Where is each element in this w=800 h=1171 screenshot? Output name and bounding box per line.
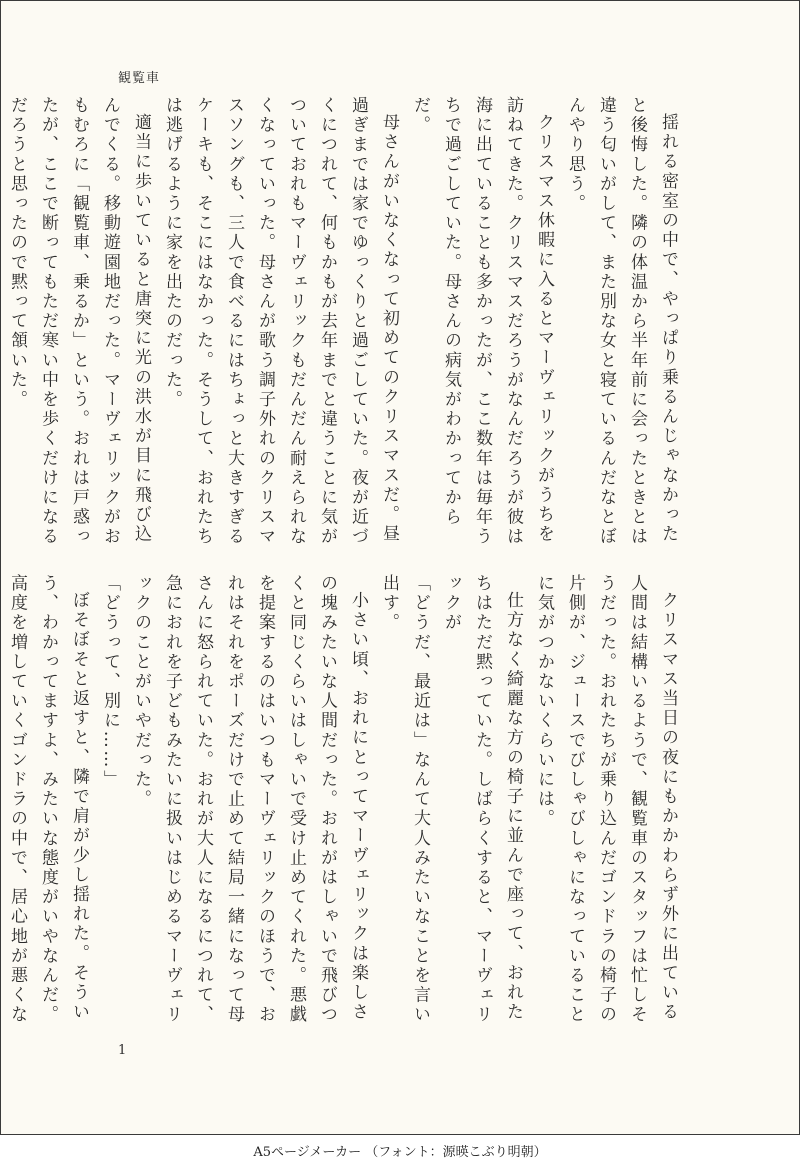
paragraph: 適当に歩いていると唐突に光の洪水が目に飛び込んでくる。移動遊園地だった。マーヴェリックがおもむろに「観覧車、乗るか」という。おれは戸惑ったが、ここで断ってもただ寒い中を歩くだけになるだろうと思ったので黙って頷いた。 (7, 96, 151, 547)
paragraph: 小さい頃、おれにとってマーヴェリックは楽しさの塊みたいな人間だった。おれがはしゃいで飛びつくと同じくらいはしゃいで受け止めてくれた。悪戯を提案するのはいつもマーヴェリックのほうで、おれはそれをポーズだけで止めて結局一緒になって母さんに怒られていた。おれが大人になるにつれて、急におれを子どもみたいに扱いはじめるマーヴェリックのことがいやだった。 (131, 574, 368, 1025)
text-column-bottom (7, 574, 683, 1026)
paragraph: ぼそぼそと返すと、隣で肩が少し揺れた。そういう、わかってますよ、みたいな態度がいやなんだ。高度を増していくゴンドラの中で、居心地が悪くな (7, 574, 89, 1025)
paragraph: クリスマス休暇に入るとマーヴェリックがうちを訪ねてきた。クリスマスだろうがなんだろうが彼は海に出ていることも多かったが、ここ数年は毎年うちで過ごしていた。母さんの病気がわかってからだ。 (410, 96, 554, 547)
paragraph: クリスマス当日の夜にもかかわらず外に出ている人間は結構いるようで、観覧車のスタッフは忙しそうだった。おれたちが乗り込んだゴンドラの椅子の片側が、ジュースでびしゃびしゃになっていることに気がつかないくらいには。 (534, 574, 678, 1025)
paragraph: 母さんがいなくなって初めてのクリスマスだ。昼過ぎまでは家でゆっくりと過ごしていた。夜が近づくにつれて、何もかもが去年までと違うことに気がついておれもマーヴェリックもだんだん耐えられなくなっていった。母さんが歌う調子外れのクリスマスソングも、三人で食べるにはちょっと大きすぎるケーキも、そこにはなかった。そうして、おれたちは逃げるように家を出たのだった。 (162, 96, 399, 547)
page-number: 1 (118, 1043, 127, 1058)
dialog-line: 「どうだ、最近は」なんて大人みたいなことを言い出す。 (379, 574, 430, 1025)
running-header: 観覧車 (118, 71, 161, 86)
paragraph: 仕方なく綺麗な方の椅子に並んで座って、おれたちはただ黙っていた。しばらくすると、マーヴェリックが (441, 574, 523, 1025)
dialog-line: 「どうって、別に……」 (100, 574, 120, 790)
paragraph: 揺れる密室の中で、やっぱり乗るんじゃなかったと後悔した。隣の体温から半年前に会ったときとは違う匂いがして、また別な女と寝ているんだなとぼんやり思う。 (565, 96, 678, 547)
footer-caption: A5ページメーカー （フォント：源暎こぶり明朝） (253, 1145, 547, 1160)
text-column-top (7, 96, 683, 548)
